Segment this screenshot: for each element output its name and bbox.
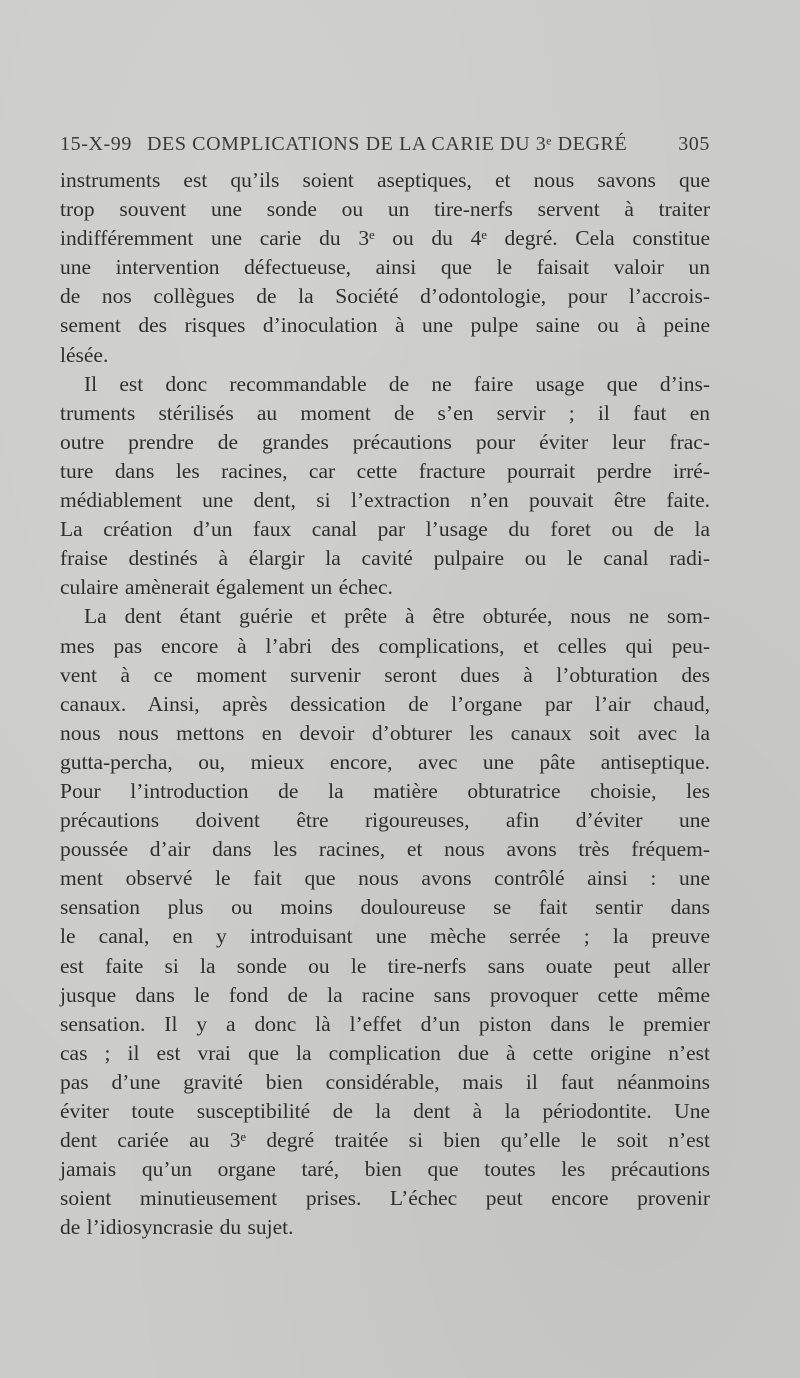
text-line: le canal, en y introduisant une mèche serrée ; la preuve (60, 924, 710, 949)
text-line: outre prendre de grandes précautions pour éviter leur frac- (60, 429, 710, 454)
text-line: une intervention défectueuse, ainsi que le faisait valoir un (60, 255, 710, 280)
text-line: La création d’un faux canal par l’usage du foret ou de la (60, 517, 710, 542)
text-line: dent cariée au 3ᵉ degré traitée si bien qu’elle le soit n’est (60, 1128, 710, 1153)
text-line: sensation plus ou moins douloureuse se fait sentir dans (60, 895, 710, 920)
text-line: de l’idiosyncrasie du sujet. (60, 1215, 294, 1240)
text-line: lésée. (60, 342, 109, 367)
text-line: nous nous mettons en devoir d’obturer les canaux soit avec la (60, 720, 710, 745)
header-date: 15-X-99 (60, 133, 132, 155)
text-line: sement des risques d’inoculation à une pulpe saine ou à peine (60, 313, 710, 338)
text-line: jamais qu’un organe taré, bien que toutes les précautions (60, 1157, 710, 1182)
text-line: truments stérilisés au moment de s’en servir ; il faut en (60, 400, 710, 425)
text-line: trop souvent une sonde ou un tire-nerfs servent à traiter (60, 197, 710, 222)
text-line: cas ; il est vrai que la complication due à cette origine n’est (60, 1040, 710, 1065)
running-title: DES COMPLICATIONS DE LA CARIE DU 3ᵉ DEGRÉ (147, 133, 628, 155)
text-line: Il est donc recommandable de ne faire usage que d’ins- (84, 371, 710, 396)
page-header (60, 133, 710, 159)
text-line: Pour l’introduction de la matière obturatrice choisie, les (60, 778, 710, 803)
text-line: gutta-percha, ou, mieux encore, avec une pâte antiseptique. (60, 749, 710, 774)
text-line: ture dans les racines, car cette fracture pourrait perdre irré- (60, 458, 710, 483)
paragraph (60, 370, 710, 603)
paragraph (60, 602, 710, 1242)
paragraph (60, 166, 710, 370)
text-line: indifféremment une carie du 3ᵉ ou du 4ᵉ degré. Cela constitue (60, 226, 710, 251)
text-line: poussée d’air dans les racines, et nous avons très fréquem- (60, 837, 710, 862)
text-line: La dent étant guérie et prête à être obturée, nous ne som- (84, 604, 710, 629)
text-line: de nos collègues de la Société d’odontologie, pour l’accrois- (60, 284, 710, 309)
text-line: mes pas encore à l’abri des complications, et celles qui peu- (60, 633, 710, 658)
text-line: vent à ce moment survenir seront dues à l’obturation des (60, 662, 710, 687)
text-line: soient minutieusement prises. L’échec peut encore provenir (60, 1186, 710, 1211)
text-line: est faite si la sonde ou le tire-nerfs sans ouate peut aller (60, 953, 710, 978)
text-line: culaire amènerait également un échec. (60, 575, 393, 600)
text-line: ment observé le fait que nous avons contrôlé ainsi : une (60, 866, 710, 891)
text-line: médiablement une dent, si l’extraction n’en pouvait être faite. (60, 488, 710, 513)
text-line: fraise destinés à élargir la cavité pulpaire ou le canal radi- (60, 546, 710, 571)
body-text (60, 166, 710, 1242)
text-line: précautions doivent être rigoureuses, afin d’éviter une (60, 808, 710, 833)
text-line: instruments est qu’ils soient aseptiques, et nous savons que (60, 168, 710, 192)
text-line: jusque dans le fond de la racine sans provoquer cette même (60, 982, 710, 1007)
text-line: pas d’une gravité bien considérable, mais il faut néanmoins (60, 1069, 710, 1094)
text-line: canaux. Ainsi, après dessication de l’organe par l’air chaud, (60, 691, 710, 716)
page-number: 305 (678, 133, 710, 155)
text-line: éviter toute susceptibilité de la dent à la périodontite. Une (60, 1099, 710, 1123)
text-line: sensation. Il y a donc là l’effet d’un piston dans le premier (60, 1011, 710, 1036)
